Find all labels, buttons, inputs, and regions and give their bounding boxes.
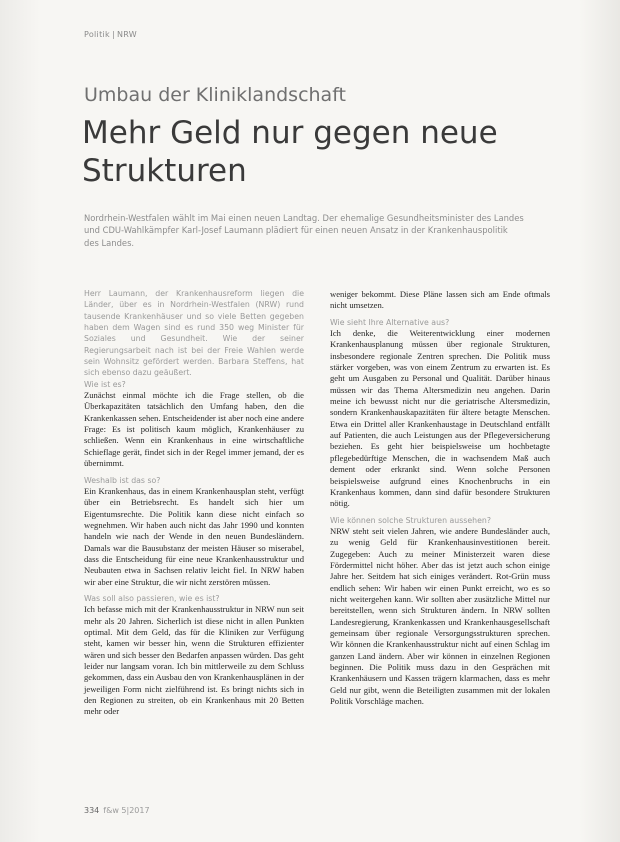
magazine-issue: f&w 5|2017 [103, 806, 150, 815]
question-2: Weshalb ist das so? [84, 475, 161, 485]
answer-4: Ich denke, die Weiterentwicklung einer modernen Krankenhausplanung müssen über regionale Strukturen, insbesondere regionale Zentren sprechen. Die Politik muss stärker vorgeben, was von einem Zentrum zu erwarten ist. Es geht um Ausgaben zu Personal und Qualität. Darüber hinaus müssen wir das Thema Altersmedizin neu angehen. Darin meine ich bewusst nicht nur die geriatrische Altersmedizin, sondern Krankenhauskapazitäten für ältere betagte Menschen. Etwa ein Drittel aller Krankenhaustage in Deutschland entfällt auf Patienten, die auch Leistungen aus der Pflegeversicherung beziehen. Es geht hier beispielsweise um hochbetagte pflegebedürftige Menschen, die in wachsendem Maß auch dement oder erkrankt sind. Wenn solche Personen beispielsweise aufgrund eines Knochenbruchs in ein Krankenhaus kommen, dann sind dafür besondere Strukturen nötig. [330, 328, 550, 509]
section-kicker [84, 30, 137, 39]
intro-paragraph: Herr Laumann, der Krankenhausreform liegen die Länder, über es in Nordrhein-Westfalen (NRW) rund tausende Krankenhäuser und so viele Betten gegeben haben dem Wagen sind es rund 350 weg Minister für Soziales und Gesundheit. Wie der seiner Regierungsarbeit nach ist bei der Freie Wahlen werde sein Wohnsitz gefördert werden. Barbara Steffens, hat sich ebenso dazu geäußert. [84, 289, 304, 378]
kicker-separator: | [111, 30, 115, 39]
right-column [330, 289, 550, 707]
article-title: Mehr Geld nur gegen neue Strukturen [82, 115, 498, 189]
answer-2: Ein Krankenhaus, das in einem Krankenhausplan steht, verfügt über ein Betriebsrecht. Es handelt sich hier um Eigentumsrechte. Die Politik kann diese nicht einfach so wegnehmen. Wir haben auch nicht das Jahr 1990 und konnten handeln wie nach der Wende in den neuen Bundesländern. Damals war die Bausubstanz der meisten Häuser so miserabel, dass die Entscheidung für eine neue Krankenhausstruktur und Neubauten etwa in Sachsen relativ leicht fiel. In NRW haben wir aber eine Struktur, die wir nicht zerstören müssen. [84, 485, 304, 587]
left-column [84, 288, 304, 718]
answer-1: Zunächst einmal möchte ich die Frage stellen, ob die Überkapazitäten tatsächlich den Umfang haben, den die Krankenkassen sehen. Entscheidender ist aber noch eine andere Frage: Es ist politisch kaum möglich, Krankenhäuser zu schließen. Wenn ein Krankenhaus in eine wirtschaftliche Schieflage gerät, findet sich in der Regel immer jemand, der es übernimmt. [84, 390, 304, 469]
subsection-label: NRW [116, 30, 138, 39]
article-lead: Nordrhein-Westfalen wählt im Mai einen neuen Landtag. Der ehemalige Gesundheitsminister des Landes und CDU-Wahlkämpfer Karl-Josef Laumann plädiert für einen neuen Ansatz in der Krankenhauspolitik des Landes. [84, 213, 524, 248]
page-footer [84, 806, 150, 815]
section-label: Politik [84, 30, 110, 39]
page-number: 334 [84, 806, 100, 815]
article-subtitle: Umbau der Kliniklandschaft [84, 84, 347, 106]
answer-5: NRW steht seit vielen Jahren, wie andere Bundesländer auch, zu wenig Geld für Krankenhausinvestitionen bereit. Zugegeben: Auch zu meiner Ministerzeit waren diese Fördermittel nicht höher. Aber das ist jetzt auch schon einige Jahre her. Seitdem hat sich einiges verändert. Rot-Grün muss endlich sehen: Wir haben wir einen Punkt erreicht, wo es so nicht weitergehen kann. Wir sollten aber zusätzliche Mittel nur bereitstellen, wenn sich Strukturen ändern. In NRW sollten Landesregierung, Krankenkassen und Krankenhausgesellschaft gemeinsam über regionale Versorgungsstrukturen sprechen. Wir können die Krankenhausstruktur nicht auf einen Schlag im ganzen Land ändern. Aber wir können in einzelnen Regionen beginnen. Die Politik muss dazu in den Gesprächen mit Krankenhäusern und Kassen trägern klarmachen, dass es mehr Geld nur gibt, wenn die Beteiligten zusammen mit der lokalen Politik Vorschläge machen. [330, 525, 550, 707]
question-4: Wie sieht Ihre Alternative aus? [330, 317, 450, 327]
question-3: Was soll also passieren, wie es ist? [84, 593, 220, 603]
answer-3: Ich befasse mich mit der Krankenhausstruktur in NRW nun seit mehr als 20 Jahren. Sicherlich ist diese nicht in allen Punkten optimal. Mit dem Geld, das für die Kliniken zur Verfügung steht, kamen wir besser hin, wenn die Strukturen effizienter wären und sich besser den Bedarfen anpassen würden. Das geht leider nur langsam voran. Ich bin mittlerweile zu dem Schluss gekommen, dass ein Ausbau den von Krankenhausplänen in der jeweiligen Form nicht zielführend ist. Es bringt nichts sich in den Regionen zu streiten, ob ein Krankenhaus mit 20 Betten mehr oder [84, 604, 304, 717]
question-1: Wie ist es? [84, 379, 126, 389]
question-5: Wie können solche Strukturen aussehen? [330, 515, 491, 525]
answer-3-continued: weniger bekommt. Diese Pläne lassen sich am Ende oftmals nicht umsetzen. [330, 289, 550, 311]
